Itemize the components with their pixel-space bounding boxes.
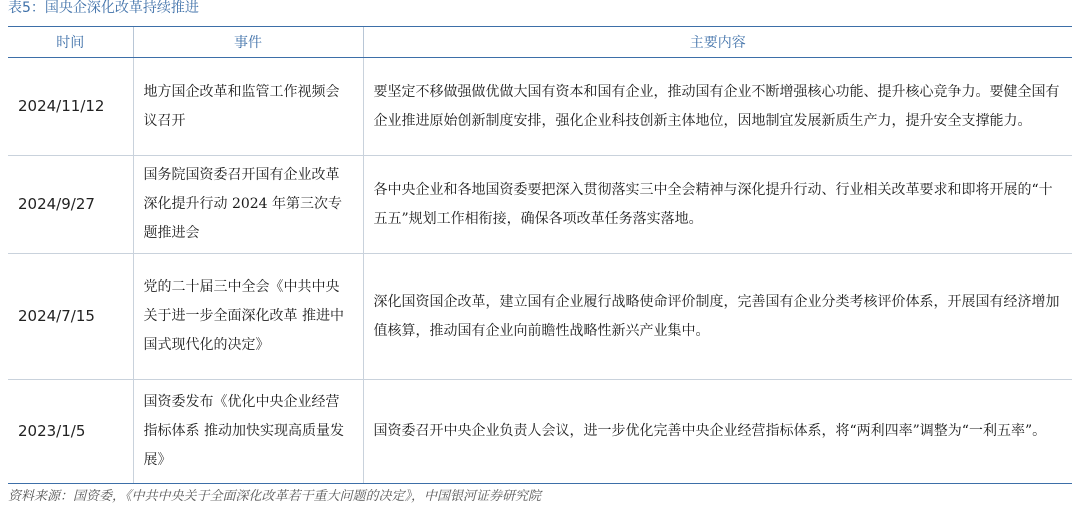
row-date: 2024/11/12 [8,58,133,156]
table-caption: 表5：国央企深化改革持续推进 [8,0,199,16]
row-event: 国务院国资委召开国有企业改革深化提升行动 2024 年第三次专题推进会 [133,156,363,254]
row-date: 2024/9/27 [8,156,133,254]
source-note: 资料来源：国资委，《中共中央关于全面深化改革若干重大问题的决定》，中国银河证券研究院 [8,489,542,504]
header-content: 主要内容 [363,27,1072,58]
header-event: 事件 [133,27,363,58]
table-row [8,254,1072,380]
table-header-row [8,27,1072,58]
row-content: 各中央企业和各地国资委要把深入贯彻落实三中全会精神与深化提升行动、行业相关改革要求和即将开展的“十五五”规划工作相衔接，确保各项改革任务落实落地。 [363,156,1072,254]
row-content: 国资委召开中央企业负责人会议，进一步优化完善中央企业经营指标体系，将“两利四率”调整为“一利五率”。 [363,380,1072,484]
table-row [8,156,1072,254]
row-date: 2023/1/5 [8,380,133,484]
row-content: 深化国资国企改革，建立国有企业履行战略使命评价制度，完善国有企业分类考核评价体系，开展国有经济增加值核算，推动国有企业向前瞻性战略性新兴产业集中。 [363,254,1072,380]
header-time: 时间 [8,27,133,58]
table-row [8,380,1072,484]
row-content: 要坚定不移做强做优做大国有资本和国有企业，推动国有企业不断增强核心功能、提升核心竞争力。要健全国有企业推进原始创新制度安排，强化企业科技创新主体地位，因地制宜发展新质生产力，提升安全支撑能力。 [363,58,1072,156]
table-row [8,58,1072,156]
row-event: 党的二十届三中全会《中共中央关于进一步全面深化改革 推进中国式现代化的决定》 [133,254,363,380]
reform-table [8,26,1072,484]
row-date: 2024/7/15 [8,254,133,380]
row-event: 国资委发布《优化中央企业经营指标体系 推动加快实现高质量发展》 [133,380,363,484]
row-event: 地方国企改革和监管工作视频会议召开 [133,58,363,156]
